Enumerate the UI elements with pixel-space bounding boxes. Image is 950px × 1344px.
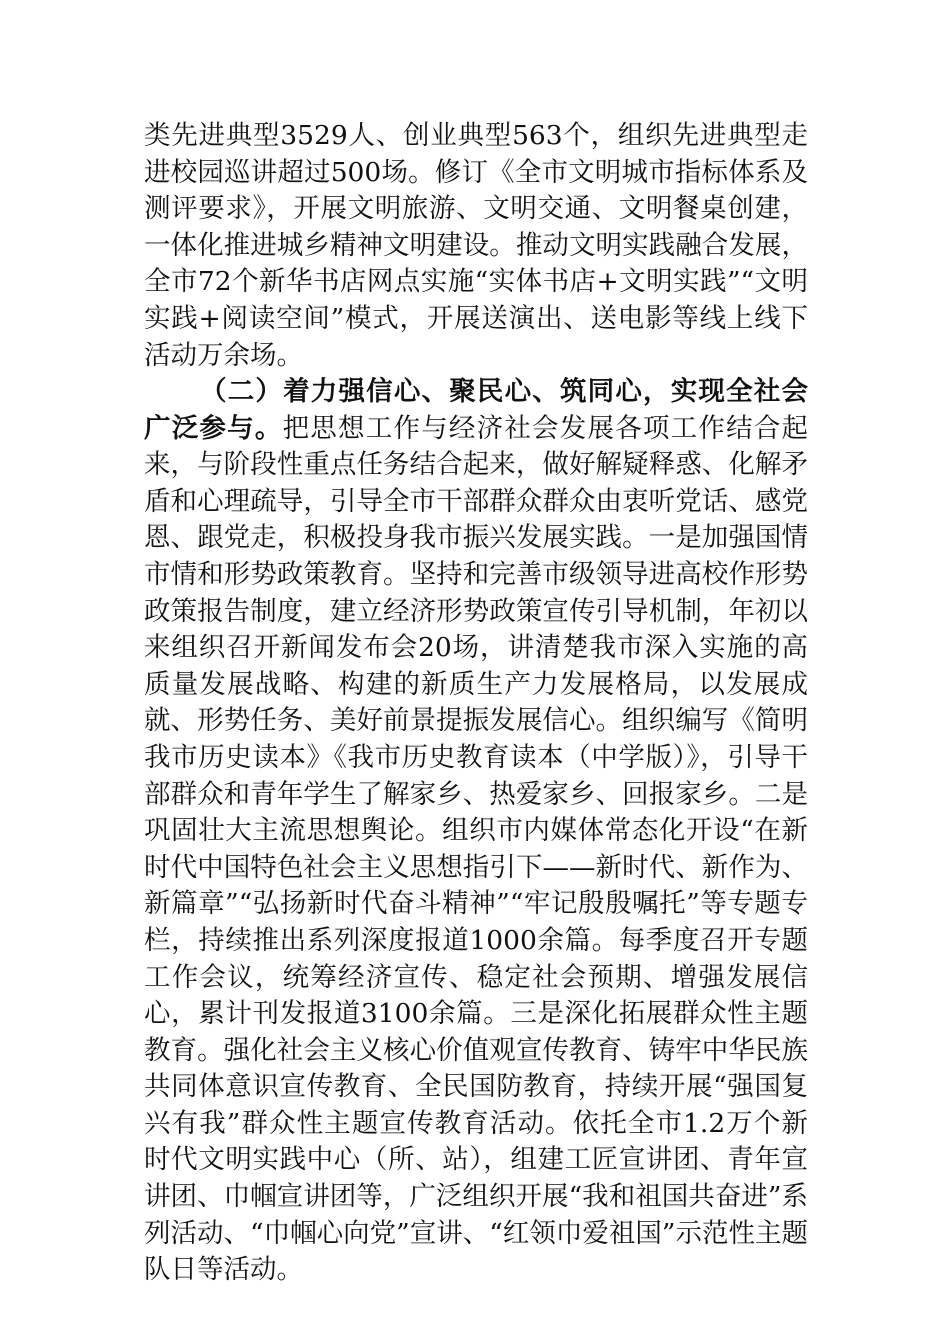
paragraph-2-text: 把思想工作与经济社会发展各项工作结合起来，与阶段性重点任务结合起来，做好解疑释惑、化解矛盾和心理疏导，引导全市干部群众群众由衷听党话、感党恩、跟党走，积极投身我市振兴发展实践。一是加强国情市情和形势政策教育。坚持和完善市级领导进高校作形势政策报告制度，建立经济形势政策宣传引导机制，年初以来组织召开新闻发布会20场，讲清楚我市深入实施的高质量发展战略、构建的新质生产力发展格局，以发展成就、形势任务、美好前景提振发展信心。组织编写《简明我市历史读本》《我市历史教育读本（中学版）》，引导干部群众和青年学生了解家乡、热爱家乡、回报家乡。二是巩固壮大主流思想舆论。组织市内媒体常态化开设“在新时代中国特色社会主义思想指引下——新时代、新作为、新篇章”“弘扬新时代奋斗精神”“牢记殷殷嘱托”等专题专栏，持续推出系列深度报道1000余篇。每季度召开专题工作会议，统筹经济宣传、稳定社会预期、增强发展信心，累计刊发报道3100余篇。三是深化拓展群众性主题教育。强化社会主义核心价值观宣传教育、铸牢中华民族共同体意识宣传教育、全民国防教育，持续开展“强国复兴有我”群众性主题宣传教育活动。依托全市1.2万个新时代文明实践中心（所、站），组建工匠宣讲团、青年宣讲团、巾帼宣讲团等，广泛组织开展“我和祖国共奋进”系列活动、“巾帼心向党”宣讲、“红领巾爱祖国”示范性主题队日等活动。 xyxy=(144,412,809,1286)
body-paragraph-2 xyxy=(144,374,808,1289)
body-paragraph-1 xyxy=(144,118,808,374)
section-heading-2: （二）着力强信心、聚民心、筑同心，实现全社会广泛参与。 xyxy=(144,376,808,444)
paragraph-1-text: 类先进典型3529人、创业典型563个，组织先进典型走进校园巡讲超过500场。修订《全市文明城市指标体系及测评要求》，开展文明旅游、文明交通、文明餐桌创建，一体化推进城乡精神文明建设。推动文明实践融合发展，全市72个新华书店网点实施“实体书店+文明实践”“文明实践+阅读空间”模式，开展送演出、送电影等线上线下活动万余场。 xyxy=(144,120,808,371)
